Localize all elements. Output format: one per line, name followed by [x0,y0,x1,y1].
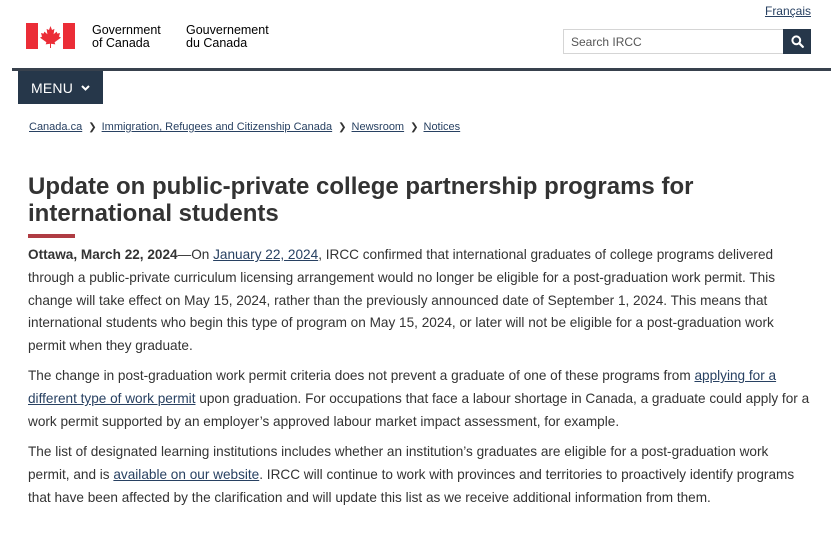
breadcrumb-notices[interactable]: Notices [423,121,461,133]
page-title: Update on public-private college partnership programs for international students [28,173,694,227]
article-paragraph: The list of designated learning institutions includes whether an institution’s graduates are eligible for a post-graduation work permit, and is available on our website. IRCC will continue to work with provinces and territories to proactively identify programs that have been affected by the clarification and will update this list as we receive additional information from them. [28,444,795,505]
search-form [563,29,811,54]
header-divider [12,68,831,71]
search-input[interactable] [563,29,783,54]
breadcrumb [29,121,460,133]
chevron-right-icon: ❯ [88,121,97,133]
chevron-right-icon: ❯ [338,121,347,133]
language-toggle-link[interactable]: Français [764,4,811,18]
dateline: Ottawa, March 22, 2024 [28,247,178,262]
breadcrumb-newsroom[interactable]: Newsroom [351,121,405,133]
article-paragraph: Ottawa, March 22, 2024—On January 22, 2024, IRCC confirmed that international graduates of college programs delivered through a public-private curriculum licensing arrangement would no longer be eligible for a post-graduation work permit. This change will take effect on May 15, 2024, rather than the previously announced date of September 1, 2024. This means that international students who begin this type of program on May 15, 2024, or later will not be eligible for a post-graduation work permit when they graduate. [28,247,776,354]
dli-list-link[interactable]: available on our website [113,467,260,483]
title-underline [28,234,75,238]
canada-flag-icon [26,23,75,49]
signature-english: Government of Canada [92,23,161,50]
article-body [28,244,813,517]
article-paragraph: The change in post-graduation work permit criteria does not prevent a graduate of one of these programs from applying for a different type of work permit upon graduation. For occupations that face a labour shortage in Canada, a graduate could apply for a work permit supported by an employer’s approved labour market impact assessment, for example. [28,368,810,430]
menu-button-label: MENU [30,79,74,96]
search-button[interactable] [783,29,811,54]
search-icon [791,35,804,48]
chevron-down-icon [81,85,90,91]
breadcrumb-ircc[interactable]: Immigration, Refugees and Citizenship Canada [101,121,333,133]
breadcrumb-canada-ca[interactable]: Canada.ca [29,121,83,133]
january-22-announcement-link[interactable]: January 22, 2024 [213,247,319,262]
chevron-right-icon: ❯ [410,121,419,133]
signature-french: Gouvernement du Canada [186,23,269,50]
apply-work-permit-link[interactable]: applying for a different type of work permit [28,368,777,407]
menu-button[interactable] [18,71,103,104]
